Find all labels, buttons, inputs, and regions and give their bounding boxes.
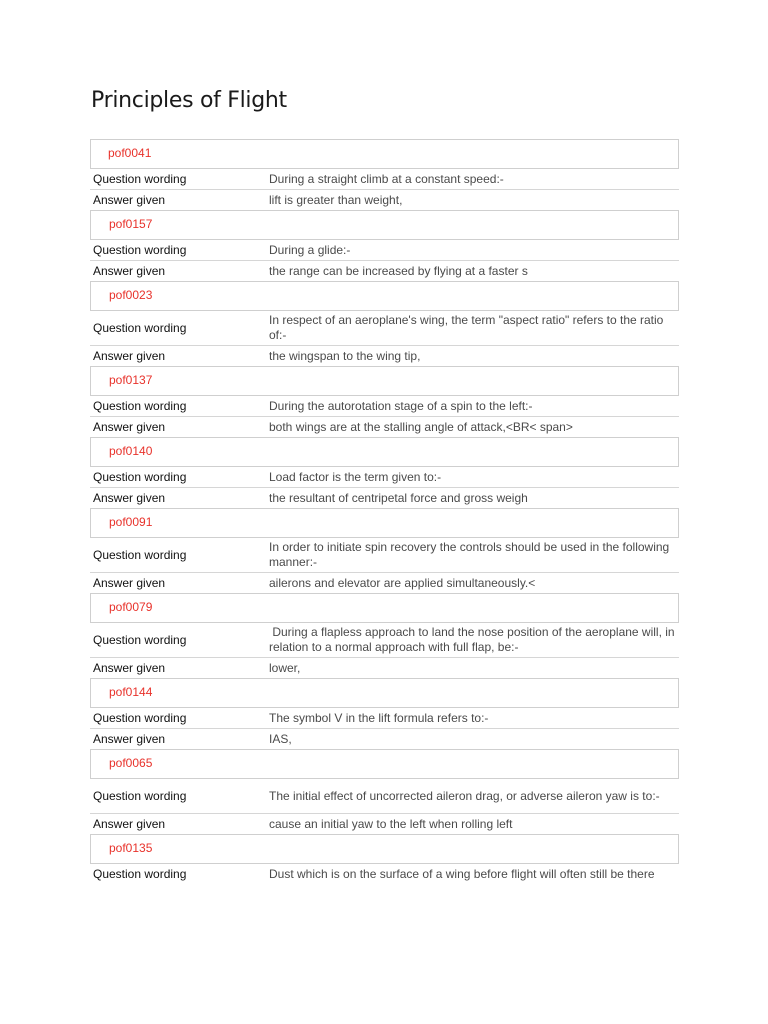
question-text: During a flapless approach to land the nose position of the aeroplane will, in relation to a normal approach with full flap, be:- — [269, 625, 678, 654]
answer-row — [90, 658, 679, 678]
question-text: During a glide:- — [269, 242, 351, 257]
question-row — [90, 864, 679, 884]
answer-text: both wings are at the stalling angle of attack,<BR< span> — [269, 419, 573, 434]
answer-text: IAS, — [269, 731, 292, 746]
question-text: Dust which is on the surface of a wing before flight will often still be there — [269, 866, 655, 881]
question-row — [90, 779, 679, 814]
answer-text: ailerons and elevator are applied simultaneously.< — [269, 575, 536, 590]
answer-label: Answer given — [93, 816, 166, 831]
question-row — [90, 708, 679, 729]
question-label: Question wording — [93, 547, 187, 562]
answer-text: the resultant of centripetal force and gross weigh — [269, 490, 528, 505]
question-code: pof0041 — [90, 139, 679, 169]
question-code: pof0157 — [90, 210, 679, 240]
question-label: Question wording — [93, 710, 187, 725]
question-row — [90, 538, 679, 573]
question-code: pof0140 — [90, 437, 679, 467]
question-code: pof0144 — [90, 678, 679, 708]
question-code: pof0091 — [90, 508, 679, 538]
question-row — [90, 467, 679, 488]
answer-row — [90, 417, 679, 437]
answer-label: Answer given — [93, 731, 166, 746]
question-label: Question wording — [93, 320, 187, 335]
answer-text: the wingspan to the wing tip, — [269, 348, 421, 363]
answer-label: Answer given — [93, 490, 166, 505]
question-text: During the autorotation stage of a spin to the left:- — [269, 398, 533, 413]
question-label: Question wording — [93, 788, 187, 803]
question-row — [90, 240, 679, 261]
answer-row — [90, 261, 679, 281]
answer-label: Answer given — [93, 192, 166, 207]
answer-label: Answer given — [93, 348, 166, 363]
question-text: During a straight climb at a constant speed:- — [269, 171, 504, 186]
answer-text: cause an initial yaw to the left when rolling left — [269, 816, 513, 831]
question-label: Question wording — [93, 469, 187, 484]
question-text: The initial effect of uncorrected aileron drag, or adverse aileron yaw is to:- — [269, 788, 660, 803]
question-text: In respect of an aeroplane's wing, the term "aspect ratio" refers to the ratio of:- — [269, 313, 667, 342]
answer-row — [90, 729, 679, 749]
question-label: Question wording — [93, 398, 187, 413]
answer-label: Answer given — [93, 263, 166, 278]
answer-row — [90, 488, 679, 508]
answer-row — [90, 346, 679, 366]
answer-label: Answer given — [93, 575, 166, 590]
question-row — [90, 311, 679, 346]
answer-text: lower, — [269, 660, 301, 675]
answer-label: Answer given — [93, 419, 166, 434]
answer-row — [90, 814, 679, 834]
question-list — [90, 139, 679, 884]
question-text: The symbol V in the lift formula refers to:- — [269, 710, 489, 725]
question-label: Question wording — [93, 171, 187, 186]
question-label: Question wording — [93, 632, 187, 647]
question-code: pof0023 — [90, 281, 679, 311]
answer-text: lift is greater than weight, — [269, 192, 403, 207]
answer-row — [90, 573, 679, 593]
question-code: pof0137 — [90, 366, 679, 396]
question-row — [90, 169, 679, 190]
question-label: Question wording — [93, 866, 187, 881]
question-row — [90, 623, 679, 658]
question-text: In order to initiate spin recovery the controls should be used in the following manner:- — [269, 540, 673, 569]
question-label: Question wording — [93, 242, 187, 257]
question-code: pof0079 — [90, 593, 679, 623]
question-code: pof0065 — [90, 749, 679, 779]
answer-row — [90, 190, 679, 210]
question-code: pof0135 — [90, 834, 679, 864]
question-text: Load factor is the term given to:- — [269, 469, 442, 484]
question-row — [90, 396, 679, 417]
page-title: Principles of Flight — [91, 88, 287, 113]
answer-text: the range can be increased by flying at a faster s — [269, 263, 528, 278]
answer-label: Answer given — [93, 660, 166, 675]
